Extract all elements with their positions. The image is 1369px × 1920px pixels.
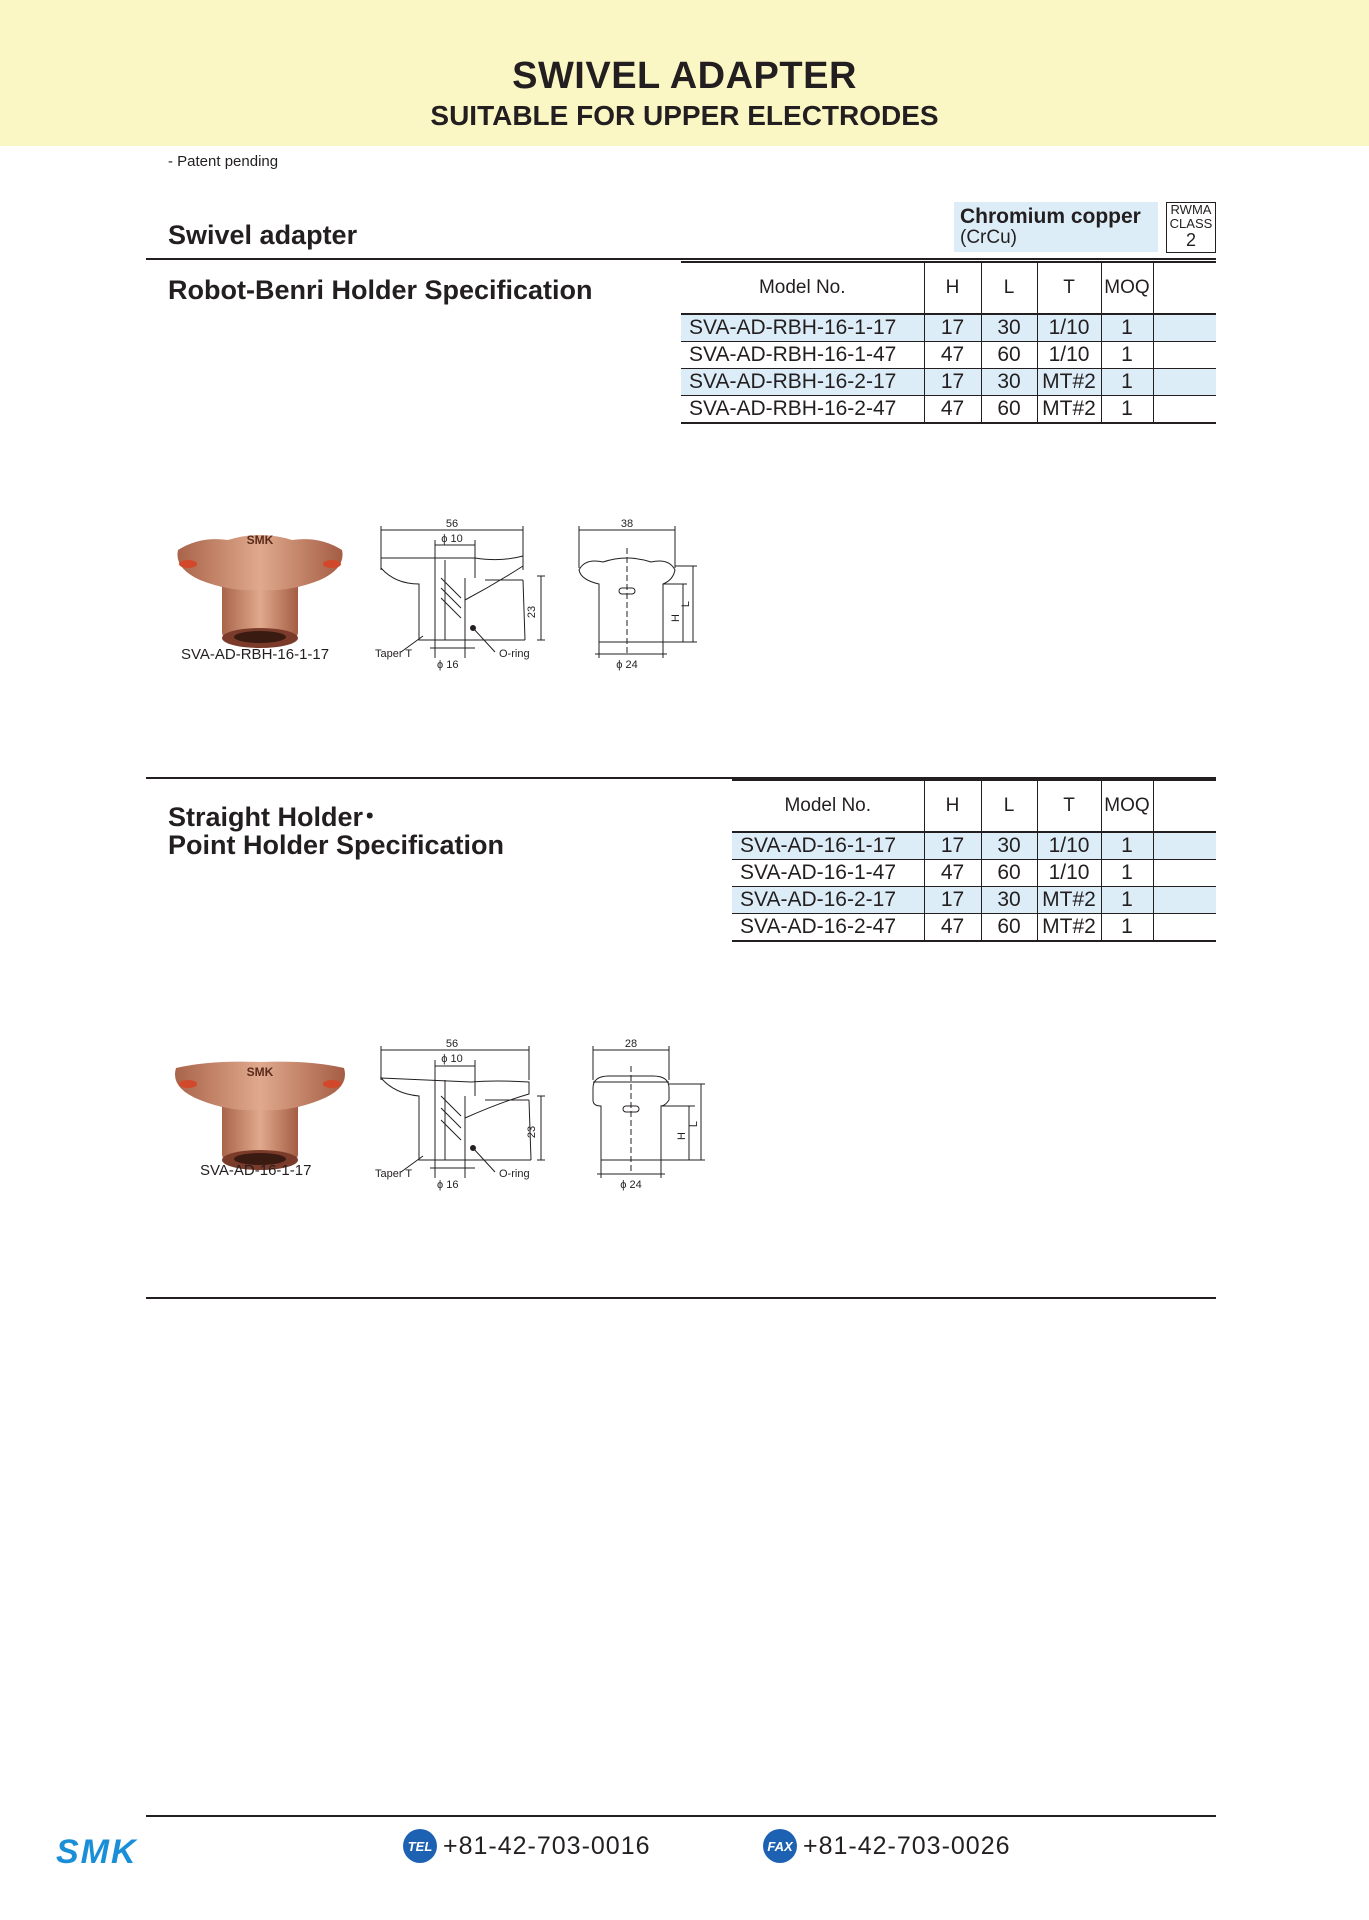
cell-h: 17 — [924, 369, 981, 396]
cell-model: SVA-AD-RBH-16-2-47 — [681, 396, 924, 424]
cell-model: SVA-AD-16-2-47 — [732, 914, 924, 942]
cell-h: 17 — [924, 832, 981, 860]
product-mark-text: SMK — [246, 1065, 274, 1079]
dim-l: L — [680, 600, 692, 608]
cell-h: 47 — [924, 860, 981, 887]
cell-l: 60 — [981, 342, 1037, 369]
cell-t: MT#2 — [1037, 887, 1101, 914]
straight-side-drawing — [585, 1036, 715, 1194]
dim-side-dia: ϕ 24 — [620, 1179, 642, 1191]
dim-l: L — [688, 1120, 700, 1128]
cell-l: 30 — [981, 832, 1037, 860]
dim-width-top: 56 — [445, 518, 459, 530]
cell-moq: 1 — [1101, 314, 1153, 342]
cell-model: SVA-AD-16-1-47 — [732, 860, 924, 887]
dim-shank: ϕ 16 — [437, 1179, 459, 1191]
cell-t: MT#2 — [1037, 369, 1101, 396]
cell-model: SVA-AD-16-1-17 — [732, 832, 924, 860]
col-extra — [1153, 262, 1216, 314]
cell-moq: 1 — [1101, 396, 1153, 424]
section-divider — [146, 258, 1216, 260]
straight-product-photo — [170, 1042, 350, 1177]
cell-moq: 1 — [1101, 887, 1153, 914]
footer-divider — [146, 1815, 1216, 1817]
cell-t: 1/10 — [1037, 342, 1101, 369]
patent-note: - Patent pending — [168, 153, 279, 170]
cell-h: 47 — [924, 914, 981, 942]
fax-contact — [763, 1829, 1011, 1863]
cell-l: 30 — [981, 369, 1037, 396]
cell-h: 17 — [924, 887, 981, 914]
col-extra — [1153, 780, 1216, 832]
tel-contact — [403, 1829, 651, 1863]
material-abbr: (CrCu) — [960, 227, 1017, 248]
cell-extra — [1153, 914, 1216, 942]
tel-icon: TEL — [403, 1829, 437, 1863]
straight-front-drawing — [375, 1036, 550, 1194]
col-h: H — [924, 262, 981, 314]
robot-benri-product-photo — [170, 520, 350, 655]
robot-benri-side-drawing — [575, 518, 705, 676]
cell-model: SVA-AD-RBH-16-2-17 — [681, 369, 924, 396]
col-moq: MOQ — [1101, 780, 1153, 832]
col-t: T — [1037, 780, 1101, 832]
class-label: CLASS — [1169, 216, 1213, 231]
cell-model: SVA-AD-RBH-16-1-47 — [681, 342, 924, 369]
dim-height: 23 — [526, 605, 538, 619]
page-subtitle: SUITABLE FOR UPPER ELECTRODES — [430, 100, 939, 131]
table-header-row — [732, 780, 1216, 832]
cell-extra — [1153, 887, 1216, 914]
cell-t: MT#2 — [1037, 396, 1101, 424]
table-row — [681, 396, 1216, 424]
col-model: Model No. — [681, 262, 924, 314]
cell-model: SVA-AD-16-2-17 — [732, 887, 924, 914]
straight-spec-table — [732, 779, 1216, 942]
cell-l: 60 — [981, 914, 1037, 942]
table-row — [732, 914, 1216, 942]
page-title: SWIVEL ADAPTER — [512, 55, 857, 97]
cell-l: 60 — [981, 860, 1037, 887]
cell-extra — [1153, 314, 1216, 342]
cell-extra — [1153, 369, 1216, 396]
tel-number: +81-42-703-0016 — [443, 1831, 651, 1860]
cell-h: 17 — [924, 314, 981, 342]
cell-extra — [1153, 832, 1216, 860]
cell-moq: 1 — [1101, 342, 1153, 369]
table-header-row — [681, 262, 1216, 314]
cell-t: 1/10 — [1037, 314, 1101, 342]
cell-h: 47 — [924, 396, 981, 424]
cell-extra — [1153, 396, 1216, 424]
rwma-label: RWMA — [1170, 202, 1212, 217]
robot-benri-caption: SVA-AD-RBH-16-1-17 — [181, 646, 330, 663]
cell-extra — [1153, 860, 1216, 887]
straight-title-line1: Straight Holder･ — [168, 802, 377, 832]
cell-l: 30 — [981, 887, 1037, 914]
col-t: T — [1037, 262, 1101, 314]
material-box — [954, 202, 1158, 252]
fax-icon: FAX — [763, 1829, 797, 1863]
material-name: Chromium copper — [960, 205, 1141, 228]
col-l: L — [981, 780, 1037, 832]
col-model: Model No. — [732, 780, 924, 832]
dim-side-width: 38 — [620, 518, 634, 530]
product-mark-text: SMK — [246, 533, 274, 547]
table-row — [732, 887, 1216, 914]
col-h: H — [924, 780, 981, 832]
dim-taper: Taper T — [375, 1168, 413, 1180]
dim-side-dia: ϕ 24 — [616, 659, 638, 671]
dim-oring: O-ring — [499, 1168, 530, 1180]
company-logo: SMK — [56, 1833, 138, 1871]
cell-moq: 1 — [1101, 832, 1153, 860]
dim-side-width: 28 — [624, 1038, 638, 1050]
cell-l: 30 — [981, 314, 1037, 342]
dim-height: 23 — [526, 1125, 538, 1139]
table-row — [681, 369, 1216, 396]
table-row — [681, 342, 1216, 369]
dim-width-top: 56 — [445, 1038, 459, 1050]
cell-model: SVA-AD-RBH-16-1-17 — [681, 314, 924, 342]
dim-h: H — [670, 614, 682, 622]
col-moq: MOQ — [1101, 262, 1153, 314]
cell-moq: 1 — [1101, 860, 1153, 887]
cell-l: 60 — [981, 396, 1037, 424]
table-row — [681, 314, 1216, 342]
cell-t: 1/10 — [1037, 860, 1101, 887]
dim-bore: ϕ 10 — [441, 1053, 463, 1065]
cell-t: 1/10 — [1037, 832, 1101, 860]
straight-caption: SVA-AD-16-1-17 — [200, 1162, 312, 1179]
section-divider — [146, 1297, 1216, 1299]
robot-benri-front-drawing — [375, 518, 550, 676]
section-title: Swivel adapter — [168, 220, 358, 250]
rwma-class-value: 2 — [1185, 230, 1196, 250]
table-row — [732, 860, 1216, 887]
cell-t: MT#2 — [1037, 914, 1101, 942]
cell-extra — [1153, 342, 1216, 369]
fax-number: +81-42-703-0026 — [803, 1831, 1011, 1860]
straight-title-line2: Point Holder Specification — [168, 830, 505, 860]
cell-moq: 1 — [1101, 369, 1153, 396]
dim-h: H — [676, 1132, 688, 1140]
col-l: L — [981, 262, 1037, 314]
cell-moq: 1 — [1101, 914, 1153, 942]
robot-benri-title: Robot-Benri Holder Specification — [168, 275, 593, 305]
table-row — [732, 832, 1216, 860]
cell-h: 47 — [924, 342, 981, 369]
dim-taper: Taper T — [375, 648, 413, 660]
dim-oring: O-ring — [499, 648, 530, 660]
robot-benri-spec-table — [681, 261, 1216, 424]
dim-shank: ϕ 16 — [437, 659, 459, 671]
rwma-class-box — [1166, 202, 1216, 253]
dim-bore: ϕ 10 — [441, 533, 463, 545]
